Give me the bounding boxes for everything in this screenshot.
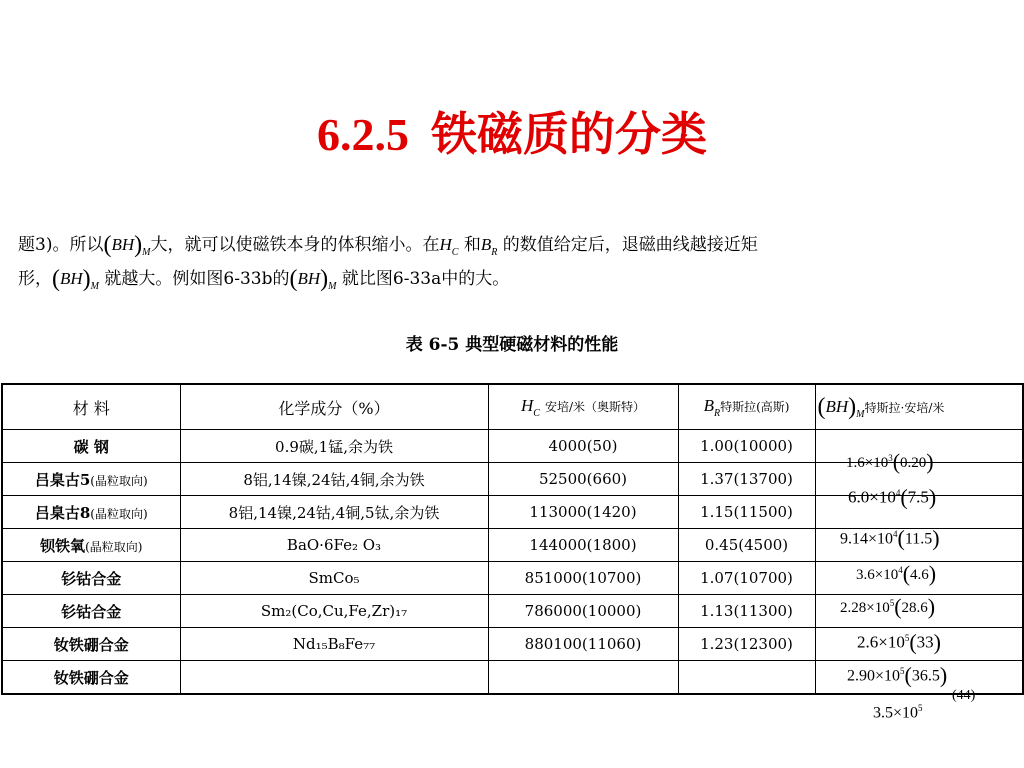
hc-cell: 786000(10000) xyxy=(488,595,678,628)
material-name: 吕臬古5(晶粒取向) xyxy=(2,463,180,496)
bh-value: $6.0\times 10^4(7.5)$ xyxy=(848,484,937,510)
bh-value: $1.6\times 10^3(0.20)$ xyxy=(846,449,934,474)
hc-cell: 4000(50) xyxy=(488,430,678,463)
bh-value: $2.6\times 10^5(33)$ xyxy=(857,629,941,655)
br-cell: 1.37(13700) xyxy=(678,463,815,496)
composition-cell: 8铝,14镍,24钴,4铜,5钛,余为铁 xyxy=(180,496,488,529)
header-hc: $H_C$ 安培/米（奥斯特） xyxy=(488,384,678,430)
material-name: 钐钴合金 xyxy=(2,562,180,595)
material-name: 吕臬古8(晶粒取向) xyxy=(2,496,180,529)
bh-symbol: $(BH)_M$ xyxy=(103,232,151,258)
title-number: 6.2.5 xyxy=(317,109,409,160)
composition-cell: SmCo₅ xyxy=(180,562,488,595)
composition-cell xyxy=(180,661,488,695)
bh-symbol: $(BH)_M$ xyxy=(289,266,337,292)
header-br: $B_R$特斯拉(高斯) xyxy=(678,384,815,430)
text-fragment: 就越大。例如图6-33b的 xyxy=(104,269,290,289)
br-cell: 1.23(12300) xyxy=(678,628,815,661)
hc-cell: 851000(10700) xyxy=(488,562,678,595)
header-composition: 化学成分（%） xyxy=(180,384,488,430)
composition-cell: 0.9碳,1锰,余为铁 xyxy=(180,430,488,463)
hc-symbol: $H_C$ xyxy=(439,235,459,258)
br-cell: 0.45(4500) xyxy=(678,529,815,562)
material-name: 碳 钢 xyxy=(2,430,180,463)
br-cell: 1.15(11500) xyxy=(678,496,815,529)
material-name: 钕铁硼合金 xyxy=(2,661,180,695)
br-cell: 1.00(10000) xyxy=(678,430,815,463)
header-material: 材 料 xyxy=(2,384,180,430)
title-text: 铁磁质的分类 xyxy=(431,107,707,161)
text-fragment: 形， xyxy=(18,269,52,289)
br-cell: 1.07(10700) xyxy=(678,562,815,595)
bh-value: $2.90\times 10^5(36.5)$ xyxy=(847,662,948,688)
paragraph-line-2 xyxy=(18,265,509,301)
bh-value-paren: (44) xyxy=(952,688,976,703)
hc-cell: 144000(1800) xyxy=(488,529,678,562)
text-fragment: 题3)。所以 xyxy=(18,235,104,255)
br-cell: 1.13(11300) xyxy=(678,595,815,628)
table-caption: 表 6-5 典型硬磁材料的性能 xyxy=(405,335,619,355)
hc-cell: 113000(1420) xyxy=(488,496,678,529)
bh-value: $3.6\times 10^4(4.6)$ xyxy=(856,561,937,586)
slide-title xyxy=(0,104,1024,165)
br-symbol: $B_R$ xyxy=(480,235,498,258)
text-fragment: 和 xyxy=(463,235,481,255)
bh-value: $3.5\times 10^5$ xyxy=(873,703,923,722)
material-name: 钕铁硼合金 xyxy=(2,628,180,661)
material-name: 钡铁氧(晶粒取向) xyxy=(2,529,180,562)
hc-cell: 52500(660) xyxy=(488,463,678,496)
bh-value: $2.28\times 10^5(28.6)$ xyxy=(840,594,936,619)
hc-cell: 880100(11060) xyxy=(488,628,678,661)
composition-cell: Sm₂(Co,Cu,Fe,Zr)₁₇ xyxy=(180,595,488,628)
text-fragment: 大，就可以使磁铁本身的体积缩小。在 xyxy=(150,235,440,255)
bh-symbol: $(BH)_M$ xyxy=(52,266,100,292)
text-fragment: 的数值给定后，退磁曲线越接近矩 xyxy=(502,235,758,255)
composition-cell: 8铝,14镍,24钴,4铜,余为铁 xyxy=(180,463,488,496)
header-bh: $(BH)_M$特斯拉·安培/米 xyxy=(815,384,1023,430)
bh-value: $9.14\times 10^4(11.5)$ xyxy=(840,525,940,551)
composition-cell: BaO·6Fe₂ O₃ xyxy=(180,529,488,562)
text-fragment: 就比图6-33a中的大。 xyxy=(341,269,510,289)
material-name: 钐钴合金 xyxy=(2,595,180,628)
composition-cell: Nd₁₅B₈Fe₇₇ xyxy=(180,628,488,661)
table-header-row xyxy=(2,384,1023,430)
br-cell xyxy=(678,661,815,695)
hc-cell xyxy=(488,661,678,695)
paragraph-line-1 xyxy=(18,231,758,267)
